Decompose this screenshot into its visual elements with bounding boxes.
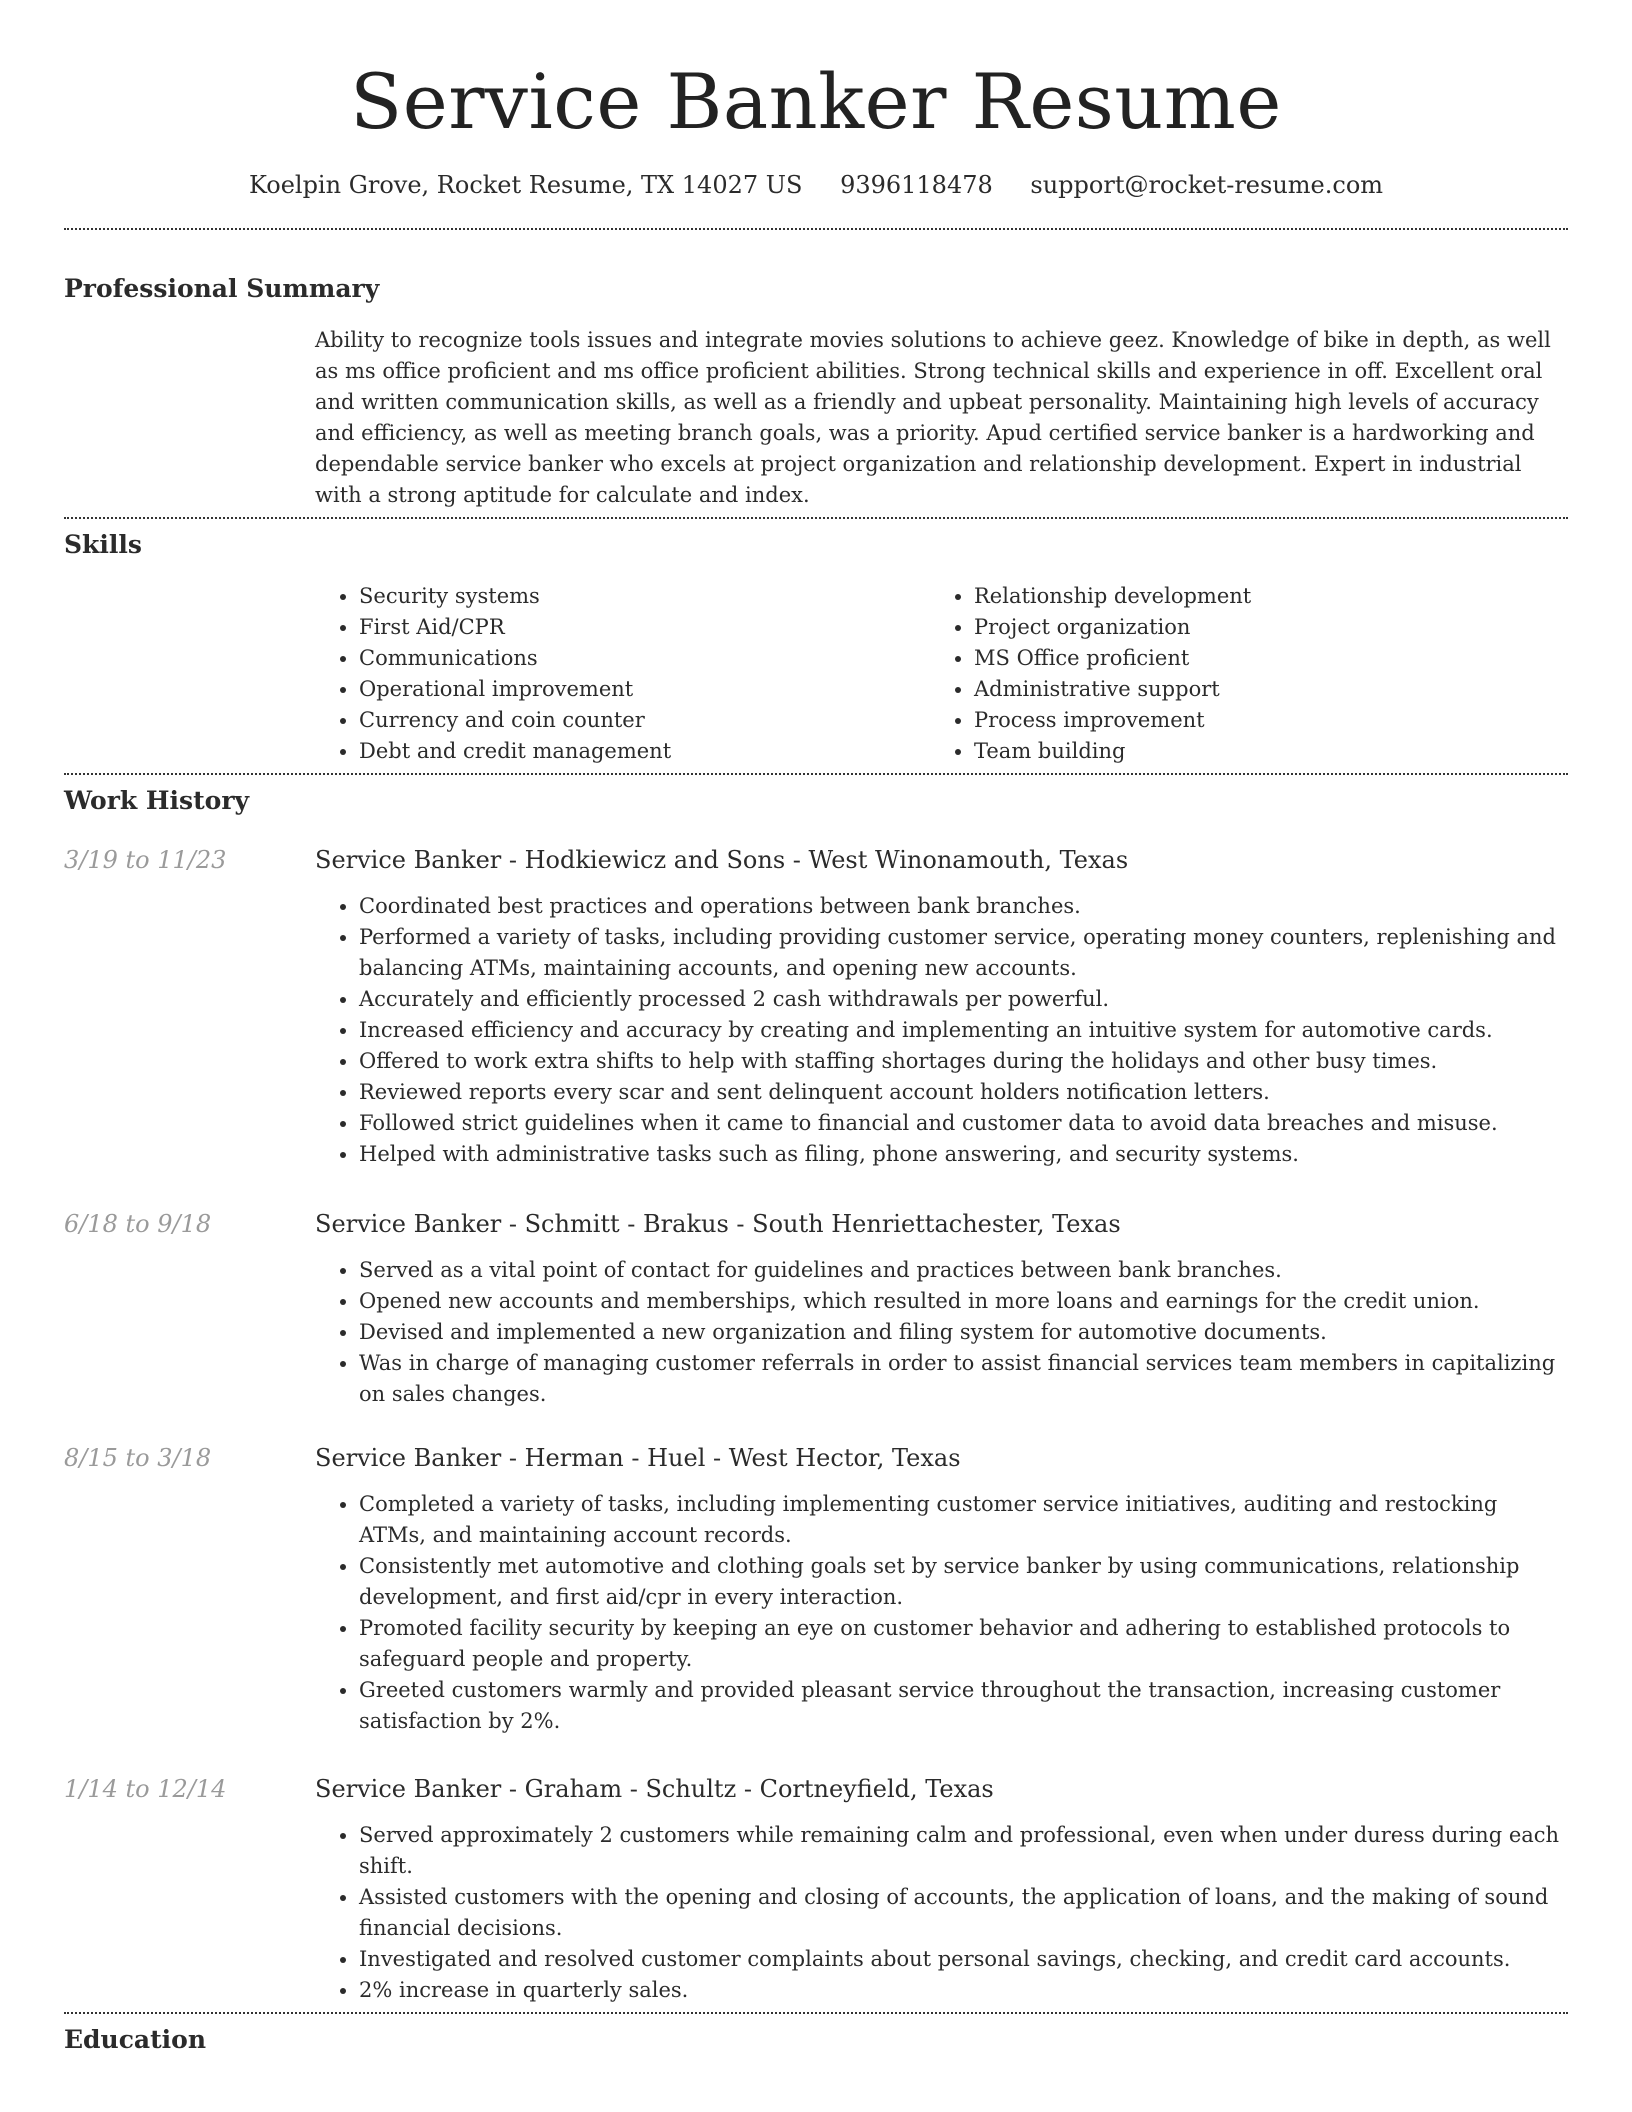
job-bullet: • Consistently met automotive and clothing goals set by service banker by using communications, relationship development, and first aid/cpr in every interaction. (359, 1551, 1568, 1613)
contact-address: Koelpin Grove, Rocket Resume, TX 14027 US (248, 171, 803, 199)
divider (64, 2012, 1568, 2014)
job-bullet: • Performed a variety of tasks, including providing customer service, operating money counters, replenishing and balancing ATMs, maintaining accounts, and opening new accounts. (359, 922, 1568, 984)
skills-column-left (315, 581, 930, 767)
job-bullets (315, 1820, 1568, 2006)
skills-column-right (930, 581, 1545, 767)
work-history-list (64, 844, 1568, 2006)
job-bullet: • Increased efficiency and accuracy by creating and implementing an intuitive system for automotive cards. (359, 1015, 1568, 1046)
job-bullets (315, 891, 1568, 1170)
job-bullets (315, 1489, 1568, 1737)
job-bullet: • Served as a vital point of contact for guidelines and practices between bank branches. (359, 1255, 1568, 1286)
skill-item: • Administrative support (974, 674, 1545, 705)
skill-item: • First Aid/CPR (359, 612, 930, 643)
job-bullet: • Reviewed reports every scar and sent delinquent account holders notification letters. (359, 1077, 1568, 1108)
skill-item: • Relationship development (974, 581, 1545, 612)
job-entry (64, 844, 1568, 1170)
section-title-skills: Skills (64, 530, 142, 559)
skills-list (315, 581, 1568, 767)
job-bullet: • Assisted customers with the opening and closing of accounts, the application of loans, and the making of sound financial decisions. (359, 1882, 1568, 1944)
job-title: Service Banker - Graham - Schultz - Cortneyfield, Texas (315, 1775, 994, 1803)
divider (64, 773, 1568, 775)
job-header (64, 844, 1568, 876)
skill-item: • Debt and credit management (359, 736, 930, 767)
job-bullet: • Devised and implemented a new organization and filing system for automotive documents. (359, 1317, 1568, 1348)
job-entry (64, 1773, 1568, 2006)
job-bullet: • Offered to work extra shifts to help with staffing shortages during the holidays and other busy times. (359, 1046, 1568, 1077)
job-dates: 1/14 to 12/14 (64, 1775, 227, 1803)
job-header (64, 1208, 1568, 1240)
divider (64, 228, 1568, 230)
skill-item: • Operational improvement (359, 674, 930, 705)
job-header (64, 1442, 1568, 1474)
job-bullet: • Greeted customers warmly and provided pleasant service throughout the transaction, increasing customer satisfaction by 2%. (359, 1675, 1568, 1737)
contact-phone: 9396118478 (840, 171, 993, 199)
skill-item: • Process improvement (974, 705, 1545, 736)
skill-item: • MS Office proficient (974, 643, 1545, 674)
job-bullet: • Investigated and resolved customer complaints about personal savings, checking, and credit card accounts. (359, 1944, 1568, 1975)
job-header (64, 1773, 1568, 1805)
job-bullet: • Served approximately 2 customers while remaining calm and professional, even when under duress during each shift. (359, 1820, 1568, 1882)
job-bullet: • 2% increase in quarterly sales. (359, 1975, 1568, 2006)
job-title: Service Banker - Herman - Huel - West Hector, Texas (315, 1444, 961, 1472)
job-bullet: • Followed strict guidelines when it came to financial and customer data to avoid data breaches and misuse. (359, 1108, 1568, 1139)
job-entry (64, 1208, 1568, 1410)
job-bullet: • Promoted facility security by keeping an eye on customer behavior and adhering to established protocols to safeguard people and property. (359, 1613, 1568, 1675)
job-entry (64, 1442, 1568, 1737)
section-title-summary: Professional Summary (64, 274, 380, 303)
skill-item: • Currency and coin counter (359, 705, 930, 736)
job-bullets (315, 1255, 1568, 1410)
job-title: Service Banker - Schmitt - Brakus - South Henriettachester, Texas (315, 1210, 1121, 1238)
skill-item: • Team building (974, 736, 1545, 767)
resume-title: Service Banker Resume (350, 57, 1282, 146)
summary-body (315, 325, 1568, 511)
job-dates: 3/19 to 11/23 (64, 846, 227, 874)
contact-email: support@rocket-resume.com (1030, 171, 1384, 199)
divider (64, 517, 1568, 519)
job-bullet: • Accurately and efficiently processed 2 cash withdrawals per powerful. (359, 984, 1568, 1015)
resume-page (64, 0, 1568, 2056)
job-bullet: • Completed a variety of tasks, including implementing customer service initiatives, auditing and restocking ATMs, and maintaining account records. (359, 1489, 1568, 1551)
section-title-work-history: Work History (64, 786, 250, 815)
job-bullet: • Helped with administrative tasks such as filing, phone answering, and security systems. (359, 1139, 1568, 1170)
summary-text: Ability to recognize tools issues and integrate movies solutions to achieve geez. Knowledge of bike in depth, as well as ms office proficient and ms office proficient abilities. Strong technical skills and experience in off. Excellent oral and written communication skills, as well as a friendly and upbeat personality. Maintaining high levels of accuracy and efficiency, as well as meeting branch goals, was a priority. Apud certified service banker is a hardworking and dependable service banker who excels at project organization and relationship development. Expert in industrial with a strong aptitude for calculate and index. (315, 328, 1551, 507)
job-bullet: • Coordinated best practices and operations between bank branches. (359, 891, 1568, 922)
job-bullet: • Opened new accounts and memberships, which resulted in more loans and earnings for the credit union. (359, 1286, 1568, 1317)
section-title-education: Education (64, 2025, 207, 2054)
job-dates: 6/18 to 9/18 (64, 1210, 212, 1238)
job-bullet: • Was in charge of managing customer referrals in order to assist financial services team members in capitalizing on sales changes. (359, 1348, 1568, 1410)
contact-line (64, 170, 1568, 200)
skill-item: • Project organization (974, 612, 1545, 643)
skill-item: • Communications (359, 643, 930, 674)
job-dates: 8/15 to 3/18 (64, 1444, 212, 1472)
skill-item: • Security systems (359, 581, 930, 612)
job-title: Service Banker - Hodkiewicz and Sons - West Winonamouth, Texas (315, 846, 1129, 874)
